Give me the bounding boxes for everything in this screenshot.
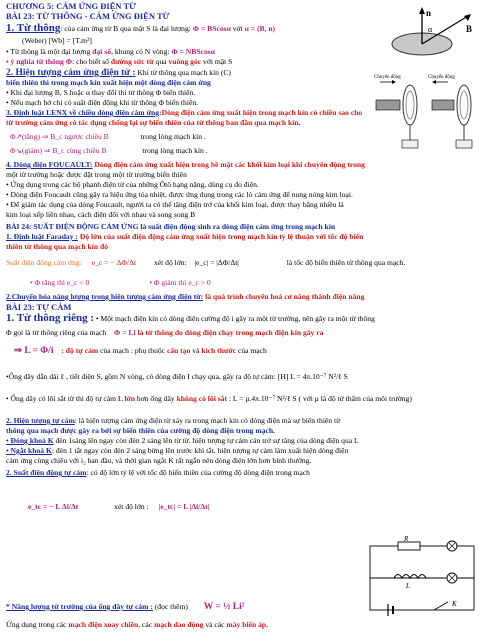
b-label: B xyxy=(466,24,473,34)
self-emf-line: 2. Suất điện động tự cảm: có độ lớn tỷ lệ với tốc độ biến thiên của cường độ dòng điện trong mạch xyxy=(6,468,310,477)
alpha-label: α xyxy=(428,25,433,34)
magnetic-energy-line: * Năng lượng từ trường của ống dây tự cảm : (đọc thêm) W = ½ Li² xyxy=(6,602,245,612)
foucault-line-f: kim loại xếp liền nhau, cách điện đối với nhau và song song B xyxy=(6,210,196,219)
coil-left xyxy=(402,85,418,148)
magnet-right xyxy=(432,80,454,110)
lenz-line-b: từ trường cảm ứng có tác dụng chống lại sự biến thiên của từ thông ban đầu qua mạch kín. xyxy=(6,118,301,127)
flux-meaning: • ý nghĩa từ thông Φ: cho biết số đường sức từ qua vuông góc với mặt S xyxy=(6,57,233,66)
lenz-case-1: Φ↗(tăng) ⇒ B_c ngược chiều B trong lòng mạch kín . xyxy=(10,132,206,141)
solenoid-line: •Ống dây dẫn dài ℓ , tiết diện S, gồm N vòng, có dòng điện I chạy qua, gây ra độ tự cảm: [H] L = 4π.10⁻⁷ N²/ℓ S xyxy=(6,372,348,381)
application-line: Ứng dụng trong các mạch điện xoay chiều, các mạch dao động và các máy biến áp, xyxy=(6,620,268,629)
inductance-def: ⇒ L = Φ/i : độ tự cảm của mạch : phụ thuộc cấu tạo và kích thước của mạch xyxy=(14,346,267,356)
s1-heading: 1. Từ thông xyxy=(6,22,61,34)
self-inductance-circuit xyxy=(364,535,480,616)
switch-on-line: • Đóng khoá K đèn 1sáng lên ngay còn đèn 2 sáng lên từ từ. hiện tượng tự cảm cản trở sự tăng của dòng điện qua L xyxy=(6,436,359,445)
s2-line-c: • Khi đại lượng B, S hoặc α thay đổi thì từ thông Φ biến thiên. xyxy=(6,88,196,97)
s1-line: 1. Từ thông: của cảm ứng từ B qua mặt S là đại lượng: Φ = BScosα với α = (B, n) xyxy=(6,22,276,34)
s2-line-d: • Nếu mạch hở chỉ có suất điện động khi từ thông Φ biến thiên. xyxy=(6,98,199,107)
inductor-coil xyxy=(394,575,426,579)
resistor xyxy=(398,542,420,550)
self-flux-line-b: Φ gọi là từ thông riêng của mạch Φ = Li là từ thông do dòng điện chạy trong mạch điện kín gây ra xyxy=(6,328,324,337)
switch-off-line: • Ngắt khoá K: đèn 1 tắt ngay còn đèn 2 sáng bừng lên trước khi tắt, hiện tượng tự cảm làm xuất hiện dòng điện xyxy=(6,446,349,455)
flux-formula: Φ = BScosα xyxy=(192,24,231,33)
energy-conversion: 2.Chuyển hóa năng lượng trong hiện tượng cảm ứng điện từ: là quá trình chuyển hoá cơ năng thành điện năng xyxy=(6,292,365,301)
sign-rule: • Φ tăng thì e_c < 0 • Φ giảm thì e_c > 0 xyxy=(30,278,211,287)
faraday-line-b: thiên từ thông qua mạch kín đó xyxy=(6,242,109,251)
self-flux-line: 1. Từ thông riêng : • Một mạch điện kín có dòng điện cường độ i gây ra một từ trường, nên gây ra một từ thông xyxy=(6,312,375,324)
emf-line: Suất điện động cảm ứng: e_c = − ΔΦ/Δt xét độ lớn: |e_c| = |ΔΦ/Δt| là tốc độ biến thiên từ thông qua mạch. xyxy=(6,258,406,267)
switch-off-line-b: cảm ứng cùng chiều với i₂ ban đầu, và thời gian ngắt K rất ngắn nên dòng điện lớn hơn bình thường. xyxy=(6,456,312,465)
flux-loop-figure xyxy=(384,4,480,64)
lenz-magnet-figure xyxy=(372,68,480,154)
foucault-line-d: • Dòng điện Foucault cũng gây ra hiệu ứng tỏa nhiệt, được ứng dụng trong các lò cảm ứng để nung nóng kim loại. xyxy=(6,190,353,199)
motion-label-2: Chuyển động xyxy=(428,75,455,80)
flux-algebraic: • Từ thông là một đại lượng đại số, khung có N vòng: Φ = NBScosα xyxy=(6,47,215,56)
foucault-line-c: • Ứng dụng trong các bộ phanh điện từ của những Ôtô hạng nặng, dùng cụ đo điện. xyxy=(6,180,259,189)
k-label: K xyxy=(452,600,457,608)
angle-formula: α = (B, n) xyxy=(244,24,276,33)
foucault-line-e: • Để giảm tác dụng của dòng Foucault, người ta có thể tăng điện trở của khối kim loại, được thay bằng nhiều lá xyxy=(6,200,344,209)
l-label: L xyxy=(406,582,410,590)
self-induction-line: 2. Hiện tượng tự cảm: là hiện tượng cảm ứng điện từ xảy ra trong mạch kín có dòng điện mà sự biến thiên từ xyxy=(6,416,341,425)
self-induction-line-b: thông qua mạch được gây ra bởi sự biến thiên của cường độ dòng điện trong mạch. xyxy=(6,426,275,435)
lenz-line: 3. Định luật LENX về chiều dòng điện cảm ứng:Dòng điện cảm ứng xuất hiện trong mạch kín có chiều sao cho xyxy=(6,108,363,117)
lesson-25-title: BÀI 23: TỰ CẢM xyxy=(6,302,72,312)
motion-label-1: Chuyển động xyxy=(374,75,401,80)
chapter-title: CHƯƠNG 5: CẢM ỨNG ĐIỆN TỪ xyxy=(6,1,136,11)
n-label: n xyxy=(426,8,432,18)
faraday-line: 1. Định luật Faraday : Độ lớn của suất điện động cảm ứng xuất hiện trong mạch kín tỷ lệ thuận với tốc độ biến xyxy=(6,232,364,241)
coil-right xyxy=(456,85,472,148)
self-emf-formula: e_tc = − L Δi/Δt xét độ lớn : |e_tc| = L |Δi/Δt| xyxy=(28,502,210,511)
unit-line: (Weber) [Wb] = [T.m²] xyxy=(22,36,92,45)
normal-arrowhead xyxy=(419,7,425,14)
lenz-case-2: Φ↘(giảm) ⇒ B_c cùng chiều B trong lòng mạch kín . xyxy=(10,146,208,155)
lesson-24-title: BÀI 24: SUẤT ĐIỆN ĐỘNG CẢM ỨNG là suất điện động sinh ra dòng điện cảm ứng trong mạch kín xyxy=(6,222,336,231)
magnet-left xyxy=(376,80,400,110)
foucault-line-b: một từ trường hoặc được đặt trong một từ trường biến thiên xyxy=(6,170,187,179)
r-label: R xyxy=(404,535,409,543)
lesson-23-title: BÀI 23: TỪ THÔNG - CẢM ỨNG ĐIỆN TỪ xyxy=(6,11,170,21)
switch-k xyxy=(434,602,448,610)
s2-line: 2. Hiện tượng cảm ứng điện từ : Khi từ thông qua mạch kín (C) xyxy=(6,68,231,78)
s2-line-b: biến thiên thì trong mạch kín xuất hiện một dòng điện cảm ứng xyxy=(6,78,211,87)
iron-core-line: • Ống dây có lõi sắt từ thì độ tự cảm L lớn hơn ống dây không có lõi sắt : L = μ.4π.10⁻⁷ N²/ℓ S ( với μ là độ từ thẩm của môi trường) xyxy=(6,394,412,403)
foucault-line: 4. Dòng điện FOUCAULT: Dòng điện cảm ứng xuất hiện trong bề mặt các khối kim loại khi chuyển động trong xyxy=(6,160,365,169)
